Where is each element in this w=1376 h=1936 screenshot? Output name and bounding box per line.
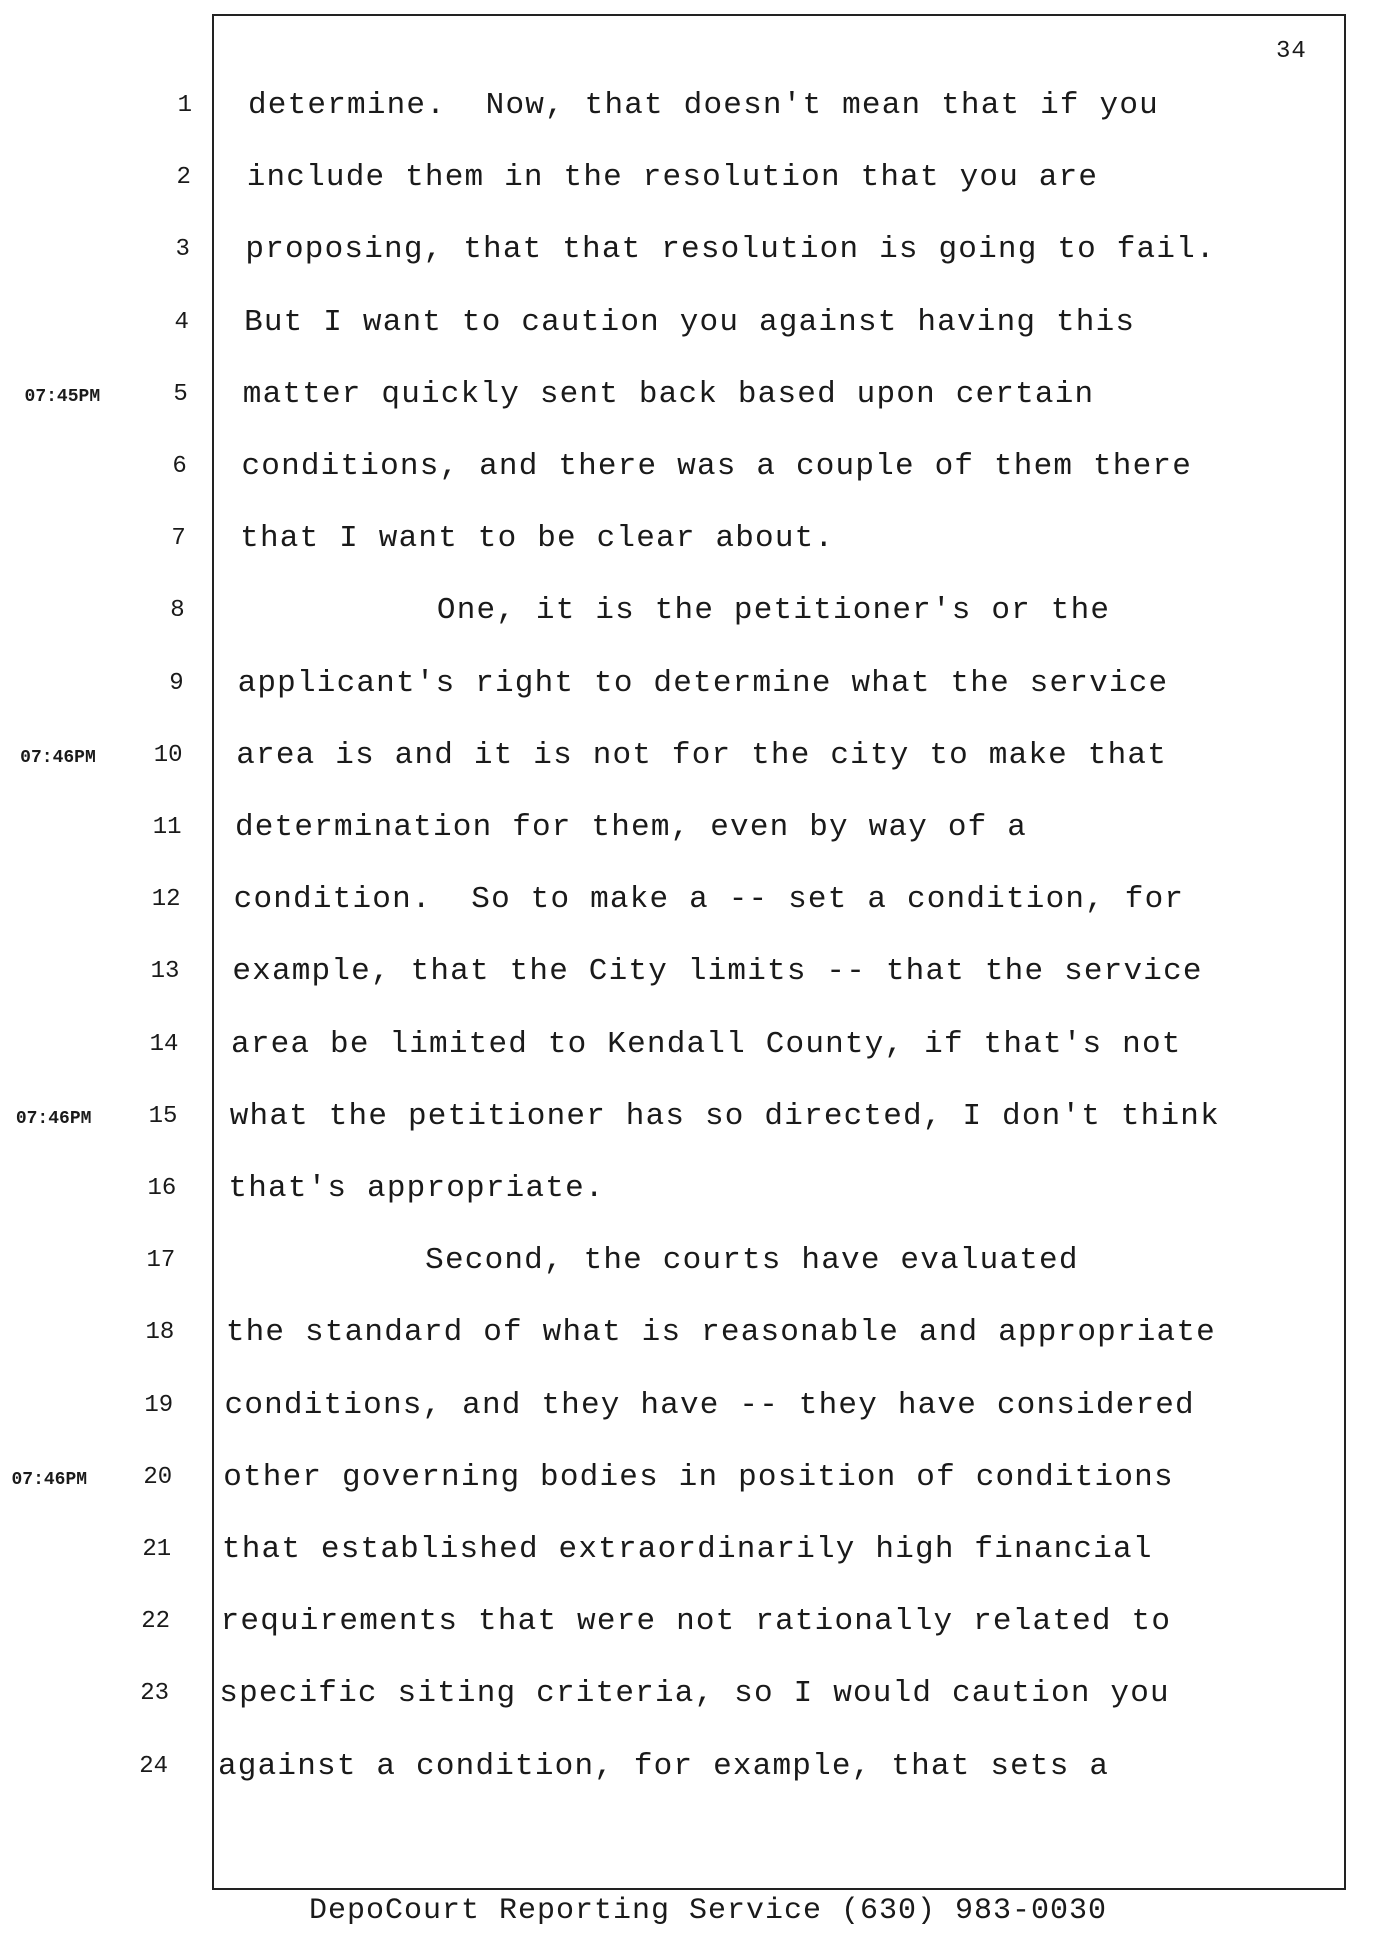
line-number: 5 (173, 380, 188, 408)
line-text: matter quickly sent back based upon certain (242, 376, 1095, 412)
line-text: the standard of what is reasonable and appropriate (225, 1315, 1216, 1351)
line-number: 14 (149, 1030, 179, 1058)
transcript-line (0, 377, 1376, 417)
line-text: that established extraordinarily high financial (221, 1532, 1153, 1567)
line-number: 2 (176, 164, 191, 192)
line-number: 16 (147, 1175, 177, 1202)
transcript-line (0, 1676, 1376, 1716)
line-number: 6 (172, 453, 187, 480)
line-text: conditions, and they have -- they have considered (224, 1387, 1195, 1423)
transcript-line (0, 738, 1376, 778)
transcript-line (0, 1243, 1376, 1283)
line-number: 15 (148, 1102, 178, 1130)
line-text: condition. So to make a -- set a condition, for (233, 882, 1185, 918)
line-text: include them in the resolution that you are (246, 160, 1099, 196)
transcript-line (0, 954, 1376, 994)
line-number: 12 (151, 886, 181, 914)
transcript-line (0, 232, 1376, 272)
line-number: 3 (175, 236, 190, 264)
transcript-line (0, 1532, 1376, 1572)
line-number: 11 (152, 814, 182, 841)
line-text: against a condition, for example, that sets a (218, 1748, 1110, 1784)
transcript-line (0, 1604, 1376, 1644)
line-text: determine. Now, that doesn't mean that if you (248, 88, 1159, 123)
transcript-line (0, 666, 1376, 706)
line-number: 13 (150, 958, 180, 986)
transcript-line (0, 449, 1376, 489)
line-text: that's appropriate. (228, 1171, 605, 1206)
page-number: 34 (1276, 38, 1307, 65)
line-text: determination for them, even by way of a (234, 810, 1028, 845)
line-text: proposing, that that resolution is going to fail. (245, 232, 1216, 268)
line-number: 21 (142, 1536, 172, 1563)
transcript-line (0, 1749, 1376, 1789)
line-text: conditions, and there was a couple of them there (241, 449, 1193, 484)
line-text: One, it is the petitioner's or the (238, 593, 1111, 629)
footer-reporting-service: DepoCourt Reporting Service (630) 983-0030 (308, 1894, 1108, 1928)
transcript-line (0, 1315, 1376, 1355)
line-number: 22 (141, 1608, 171, 1636)
line-timestamp: 07:46PM (15, 1108, 92, 1129)
line-text: But I want to caution you against having this (244, 304, 1136, 340)
line-number: 17 (146, 1247, 176, 1275)
line-number: 1 (177, 92, 192, 119)
line-number: 20 (143, 1463, 173, 1491)
line-timestamp: 07:46PM (11, 1469, 88, 1490)
line-text: other governing bodies in position of conditions (223, 1459, 1174, 1495)
line-text: area be limited to Kendall County, if that's not (231, 1026, 1182, 1062)
line-text: specific siting criteria, so I would caution you (219, 1676, 1170, 1712)
transcript-line (0, 1460, 1376, 1500)
line-number: 7 (171, 525, 186, 553)
line-number: 18 (145, 1319, 175, 1347)
line-text: what the petitioner has so directed, I don't think (229, 1098, 1220, 1134)
transcript-line (0, 521, 1376, 561)
line-number: 4 (174, 308, 189, 336)
line-text: area is and it is not for the city to make that (236, 737, 1167, 773)
transcript-line (0, 1171, 1376, 1211)
transcript-line (0, 88, 1376, 128)
transcript-line (0, 305, 1376, 345)
line-text: requirements that were not rationally related to (220, 1604, 1172, 1640)
transcript-line (0, 160, 1376, 200)
transcript-line (0, 1027, 1376, 1067)
line-number: 9 (169, 669, 184, 697)
transcript-line (0, 810, 1376, 850)
line-text: applicant's right to determine what the service (237, 665, 1169, 701)
line-timestamp: 07:45PM (24, 386, 101, 407)
line-timestamp: 07:46PM (20, 747, 96, 768)
transcript-line (0, 1388, 1376, 1428)
transcript-line (0, 593, 1376, 633)
transcript-line (0, 1099, 1376, 1139)
transcript-line (0, 882, 1376, 922)
line-number: 24 (139, 1752, 168, 1780)
line-text: example, that the City limits -- that the service (232, 954, 1203, 990)
line-number: 19 (144, 1391, 174, 1419)
line-number: 10 (153, 741, 183, 769)
line-number: 23 (140, 1680, 170, 1708)
line-text: Second, the courts have evaluated (227, 1243, 1079, 1279)
line-text: that I want to be clear about. (240, 521, 835, 557)
line-number: 8 (170, 597, 185, 625)
